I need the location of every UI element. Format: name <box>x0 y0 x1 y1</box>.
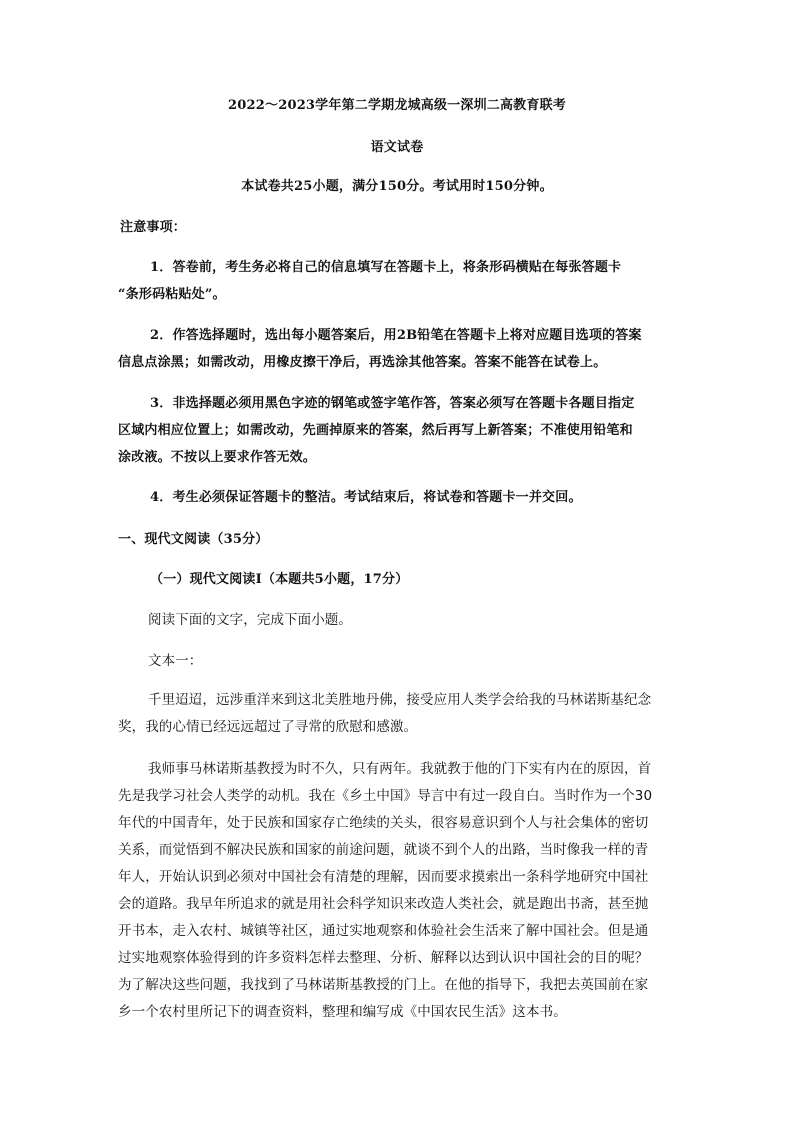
passage-line: 奖，我的心情已经远远超过了寻常的欣慰和感激。 <box>118 719 418 735</box>
note-item-line: 涂改液。不按以上要求作答无效。 <box>118 450 317 465</box>
text-label: 文本一： <box>148 653 203 669</box>
note-item-line: 3．非选择题必须用黑色字迹的钢笔或签字笔作答，答案必须写在答题卡各题目指定 <box>150 396 635 411</box>
passage-line: 乡一个农村里所记下的调查资料，整理和编写成《中国农民生活》这本书。 <box>118 1004 567 1020</box>
reading-instruction: 阅读下面的文字，完成下面小题。 <box>148 612 352 628</box>
passage-line: 开书本，走入农村、城镇等社区，通过实地观察和体验社会生活来了解中国社会。但是通 <box>118 923 649 939</box>
passage-line: 千里迢迢，远涉重洋来到这北美胜地丹佛，接受应用人类学会给我的马林诺斯基纪念 <box>148 692 652 708</box>
notes-heading: 注意事项： <box>120 220 187 235</box>
subsection-heading: （一）现代文阅读Ⅰ（本题共5小题，17分） <box>150 572 409 587</box>
passage-line: 过实地观察体验得到的许多资料怎样去整理、分析、解释以达到认识中国社会的目的呢？ <box>118 950 649 966</box>
passage-line: 会的道路。我早年所追求的就是用社会科学知识来改造人类社会，就是跑出书斋，甚至抛 <box>118 896 649 912</box>
subject-title: 语文试卷 <box>370 140 424 155</box>
note-item-line: “条形码粘贴处”。 <box>118 287 226 302</box>
note-item-line: 信息点涂黑；如需改动，用橡皮擦干净后，再选涂其他答案。答案不能答在试卷上。 <box>118 355 607 370</box>
note-item-line: 2．作答选择题时，选出每小题答案后，用2B铅笔在答题卡上将对应题目选项的答案 <box>150 328 642 343</box>
section-heading: 一、现代文阅读（35分） <box>118 532 269 547</box>
passage-line: 我师事马林诺斯基教授为时不久，只有两年。我就教于他的门下实有内在的原因，首 <box>148 761 652 777</box>
exam-info: 本试卷共25小题，满分150分。考试用时150分钟。 <box>241 179 553 194</box>
exam-title: 2022～2023学年第二学期龙城高级一深圳二高教育联考 <box>228 98 566 113</box>
passage-line: 为了解决这些问题，我找到了马林诺斯基教授的门上。在他的指导下，我把去英国前在家 <box>118 977 649 993</box>
passage-line: 年人，开始认识到必须对中国社会有清楚的理解，因而要求摸索出一条科学地研究中国社 <box>118 869 649 885</box>
passage-line: 关系，而觉悟到不解决民族和国家的前途问题，就谈不到个人的出路，当时像我一样的青 <box>118 842 649 858</box>
passage-line: 年代的中国青年，处于民族和国家存亡绝续的关头，很容易意识到个人与社会集体的密切 <box>118 815 649 831</box>
note-item-line: 4．考生必须保证答题卡的整洁。考试结束后，将试卷和答题卡一并交回。 <box>150 490 582 505</box>
note-item-line: 区域内相应位置上；如需改动，先画掉原来的答案，然后再写上新答案；不准使用铅笔和 <box>118 423 633 438</box>
note-item-line: 1．答卷前，考生务必将自己的信息填写在答题卡上，将条形码横贴在每张答题卡 <box>150 260 622 275</box>
passage-line: 先是我学习社会人类学的动机。我在《乡土中国》导言中有过一段自白。当时作为一个30 <box>118 788 653 804</box>
